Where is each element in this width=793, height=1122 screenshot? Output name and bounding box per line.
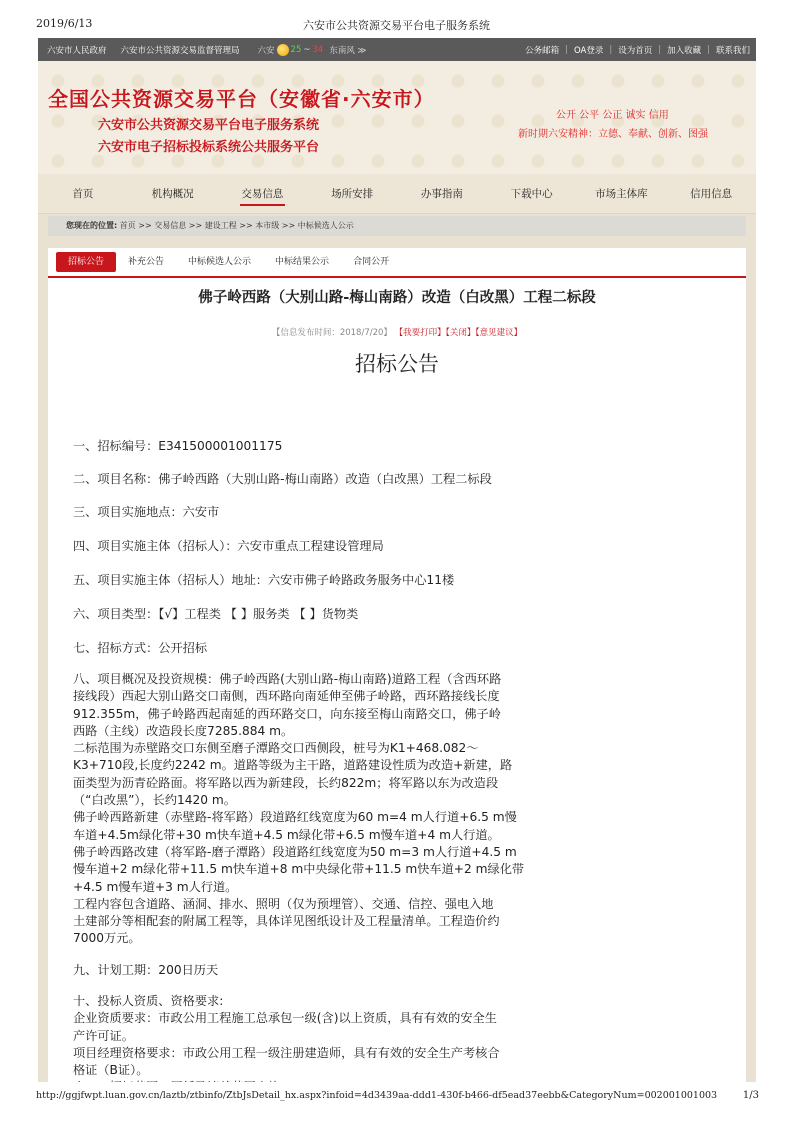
gov-link[interactable]: 六安市人民政府 [47, 45, 107, 56]
item-11 [73, 1079, 598, 1082]
site-banner [38, 61, 756, 174]
main-nav [38, 174, 756, 214]
set-homepage-link[interactable]: 设为首页 [618, 45, 653, 56]
tab-contract-public[interactable]: 合同公开 [353, 257, 390, 267]
item-8-line: 西路（主线）改造段长度7285.884 m。 [73, 723, 294, 738]
category-tabs [48, 248, 746, 278]
breadcrumb-path[interactable]: 首页 >> 交易信息 >> 建设工程 >> 本市级 >> 中标候选人公示 [119, 221, 354, 230]
breadcrumb-label: 您现在的位置: [66, 221, 118, 230]
publish-meta [48, 326, 746, 338]
item-8-line: 佛子岭西路改建（将军路-磨子潭路）段道路红线宽度为50 m=3 m人行道+4.5 m [73, 844, 517, 859]
nav-trade-info[interactable]: 交易信息 [218, 174, 308, 214]
item-8-line: 7000万元。 [73, 931, 141, 946]
item-3: 三、项目实施地点：六安市 [73, 505, 220, 519]
sun-icon [277, 44, 289, 56]
bureau-link[interactable]: 六安市公共资源交易监督管理局 [120, 45, 240, 56]
breadcrumb [48, 216, 746, 236]
add-favorite-link[interactable]: 加入收藏 [667, 45, 702, 56]
weather-wind: 东南风 ≫ [329, 45, 367, 56]
item-10 [73, 993, 598, 1082]
banner-subtitle-2: 六安市电子招标投标系统公共服务平台 [98, 140, 320, 155]
nav-guide[interactable]: 办事指南 [420, 187, 463, 200]
content-panel [48, 248, 746, 1082]
contact-link[interactable]: 联系我们 [715, 45, 750, 56]
item-8-line: 912.355m，佛子岭路西起南延的西环路交口，向东接至梅山南路交口，佛子岭 [73, 706, 501, 721]
separator: | [565, 44, 568, 55]
page-title: 佛子岭西路（大别山路-梅山南路）改造（白改黑）工程二标段 [198, 290, 596, 306]
item-10-line: 十、投标人资质、资格要求: [73, 994, 224, 1008]
nav-venue[interactable]: 场所安排 [331, 187, 374, 200]
publish-label: 【信息发布时间： [271, 328, 340, 338]
item-1: 一、招标编号：E341500001001175 [73, 439, 283, 453]
nav-home[interactable]: 首页 [72, 187, 94, 200]
item-8 [73, 671, 598, 948]
item-8-line: 接线段）西起大别山路交口南侧，西环路向南延伸至佛子岭路，西环路接线长度 [73, 689, 500, 704]
print-page-number: 1/3 [742, 1090, 759, 1101]
announcement-heading: 招标公告 [355, 352, 439, 376]
separator: | [658, 44, 662, 55]
banner-slogan-2: 新时期六安精神：立德、奉献、创新、图强 [518, 129, 708, 140]
weather-widget [258, 44, 367, 56]
item-10-line: 产许可证。 [73, 1028, 134, 1043]
item-5: 五、项目实施主体（招标人）地址：六安市佛子岭路政务服务中心11楼 [73, 573, 455, 587]
item-8-line: 二标范围为赤壁路交口东侧至磨子潭路交口西侧段，桩号为K1+468.082～ [73, 741, 479, 756]
separator: | [707, 44, 710, 55]
item-8-line: （“白改黑”），长约1420 m。 [73, 793, 236, 808]
tab-tender-notice[interactable]: 招标公告 [56, 252, 116, 272]
banner-subtitle-1: 六安市公共资源交易平台电子服务系统 [98, 118, 320, 133]
top-right-links [525, 38, 750, 61]
top-bar [38, 38, 756, 61]
banner-main-title: 全国公共资源交易平台（安徽省·六安市） [48, 87, 435, 111]
item-8-line: +4.5 m慢车道+3 m人行道。 [73, 879, 238, 894]
page-frame [38, 38, 756, 1082]
nav-download[interactable]: 下载中心 [510, 187, 553, 200]
oa-login-link[interactable]: OA登录 [573, 45, 604, 56]
item-9: 九、计划工期：200日历天 [73, 963, 219, 977]
print-url: http://ggjfwpt.luan.gov.cn/laztb/ztbinfo/ZtbJsDetail_hx.aspx?infoid=4d3439aa-ddd1-430f-b466-df5ead37eebb&CategoryNum=002001001003 [36, 1090, 718, 1101]
item-10-line: 项目经理资格要求：市政公用工程一级注册建造师，具有有效的安全生产考核合 [73, 1045, 500, 1060]
nav-credit[interactable]: 信用信息 [690, 187, 733, 200]
item-2: 二、项目名称：佛子岭西路（大别山路-梅山南路）改造（白改黑）工程二标段 [73, 472, 492, 486]
item-8-line: 慢车道+2 m绿化带+11.5 m快车道+8 m中央绿化带+11.5 m快车道+2 m绿化带 [73, 862, 525, 877]
publish-label-end: 】 [383, 328, 392, 338]
item-8-line: 车道+4.5m绿化带+30 m快车道+4.5 m绿化带+6.5 m慢车道+4 m人行道。 [73, 827, 500, 842]
item-8-line: 工程内容包含道路、涵洞、排水、照明（仅为预埋管）、交通、信控、强电入地 [73, 896, 494, 911]
weather-city: 六安 [257, 45, 275, 56]
banner-slogan-1: 公开 公平 公正 诚实 信用 [556, 110, 669, 121]
weather-temp-separator: ~ [303, 44, 311, 55]
item-10-line: 格证（B证）。 [73, 1063, 149, 1078]
weather-temp-low: 25 [290, 44, 302, 55]
nav-about[interactable]: 机构概况 [151, 187, 194, 200]
separator: | [609, 44, 613, 55]
feedback-button[interactable]: 【意见建议】 [475, 328, 523, 338]
publish-date: 2018/7/20 [339, 328, 384, 338]
item-8-line: K3+710段,长度约2242 m。道路等级为主干路，道路建设性质为改造+新建，路 [73, 758, 513, 773]
print-title: 六安市公共资源交易平台电子服务系统 [303, 19, 490, 32]
item-8-line: 土建部分等相配套的附属工程等，具体详见图纸设计及工程量清单。工程造价约 [73, 914, 500, 929]
item-8-line: 佛子岭西路新建（赤壁路-将军路）段道路红线宽度为60 m=4 m人行道+6.5 m慢 [73, 810, 517, 825]
print-button[interactable]: 【我要打印】 [394, 328, 446, 338]
mail-link[interactable]: 公务邮箱 [525, 45, 560, 56]
print-date: 2019/6/13 [36, 17, 93, 30]
item-7: 七、招标方式：公开招标 [73, 641, 208, 655]
tab-candidate-notice[interactable]: 中标候选人公示 [188, 257, 252, 267]
nav-market-subjects[interactable]: 市场主体库 [595, 187, 648, 200]
item-6: 六、项目类型：【√】工程类 【 】服务类 【 】货物类 [73, 607, 359, 621]
item-8-line: 面类型为沥青砼路面。将军路以西为新建段，长约822m；将军路以东为改造段 [73, 775, 499, 790]
tab-supplement-notice[interactable]: 补充公告 [128, 257, 165, 267]
item-4: 四、项目实施主体（招标人）：六安市重点工程建设管理局 [73, 539, 384, 553]
weather-temp-high: 34 [312, 44, 324, 55]
item-8-line: 八、项目概况及投资规模：佛子岭西路(大别山路-梅山南路)道路工程（含西环路 [73, 672, 502, 686]
item-10-line: 企业资质要求：市政公用工程施工总承包一级(含)以上资质，具有有效的安全生 [73, 1011, 497, 1026]
close-button[interactable]: 【关闭】 [445, 328, 476, 338]
tab-result-notice[interactable]: 中标结果公示 [275, 257, 330, 267]
